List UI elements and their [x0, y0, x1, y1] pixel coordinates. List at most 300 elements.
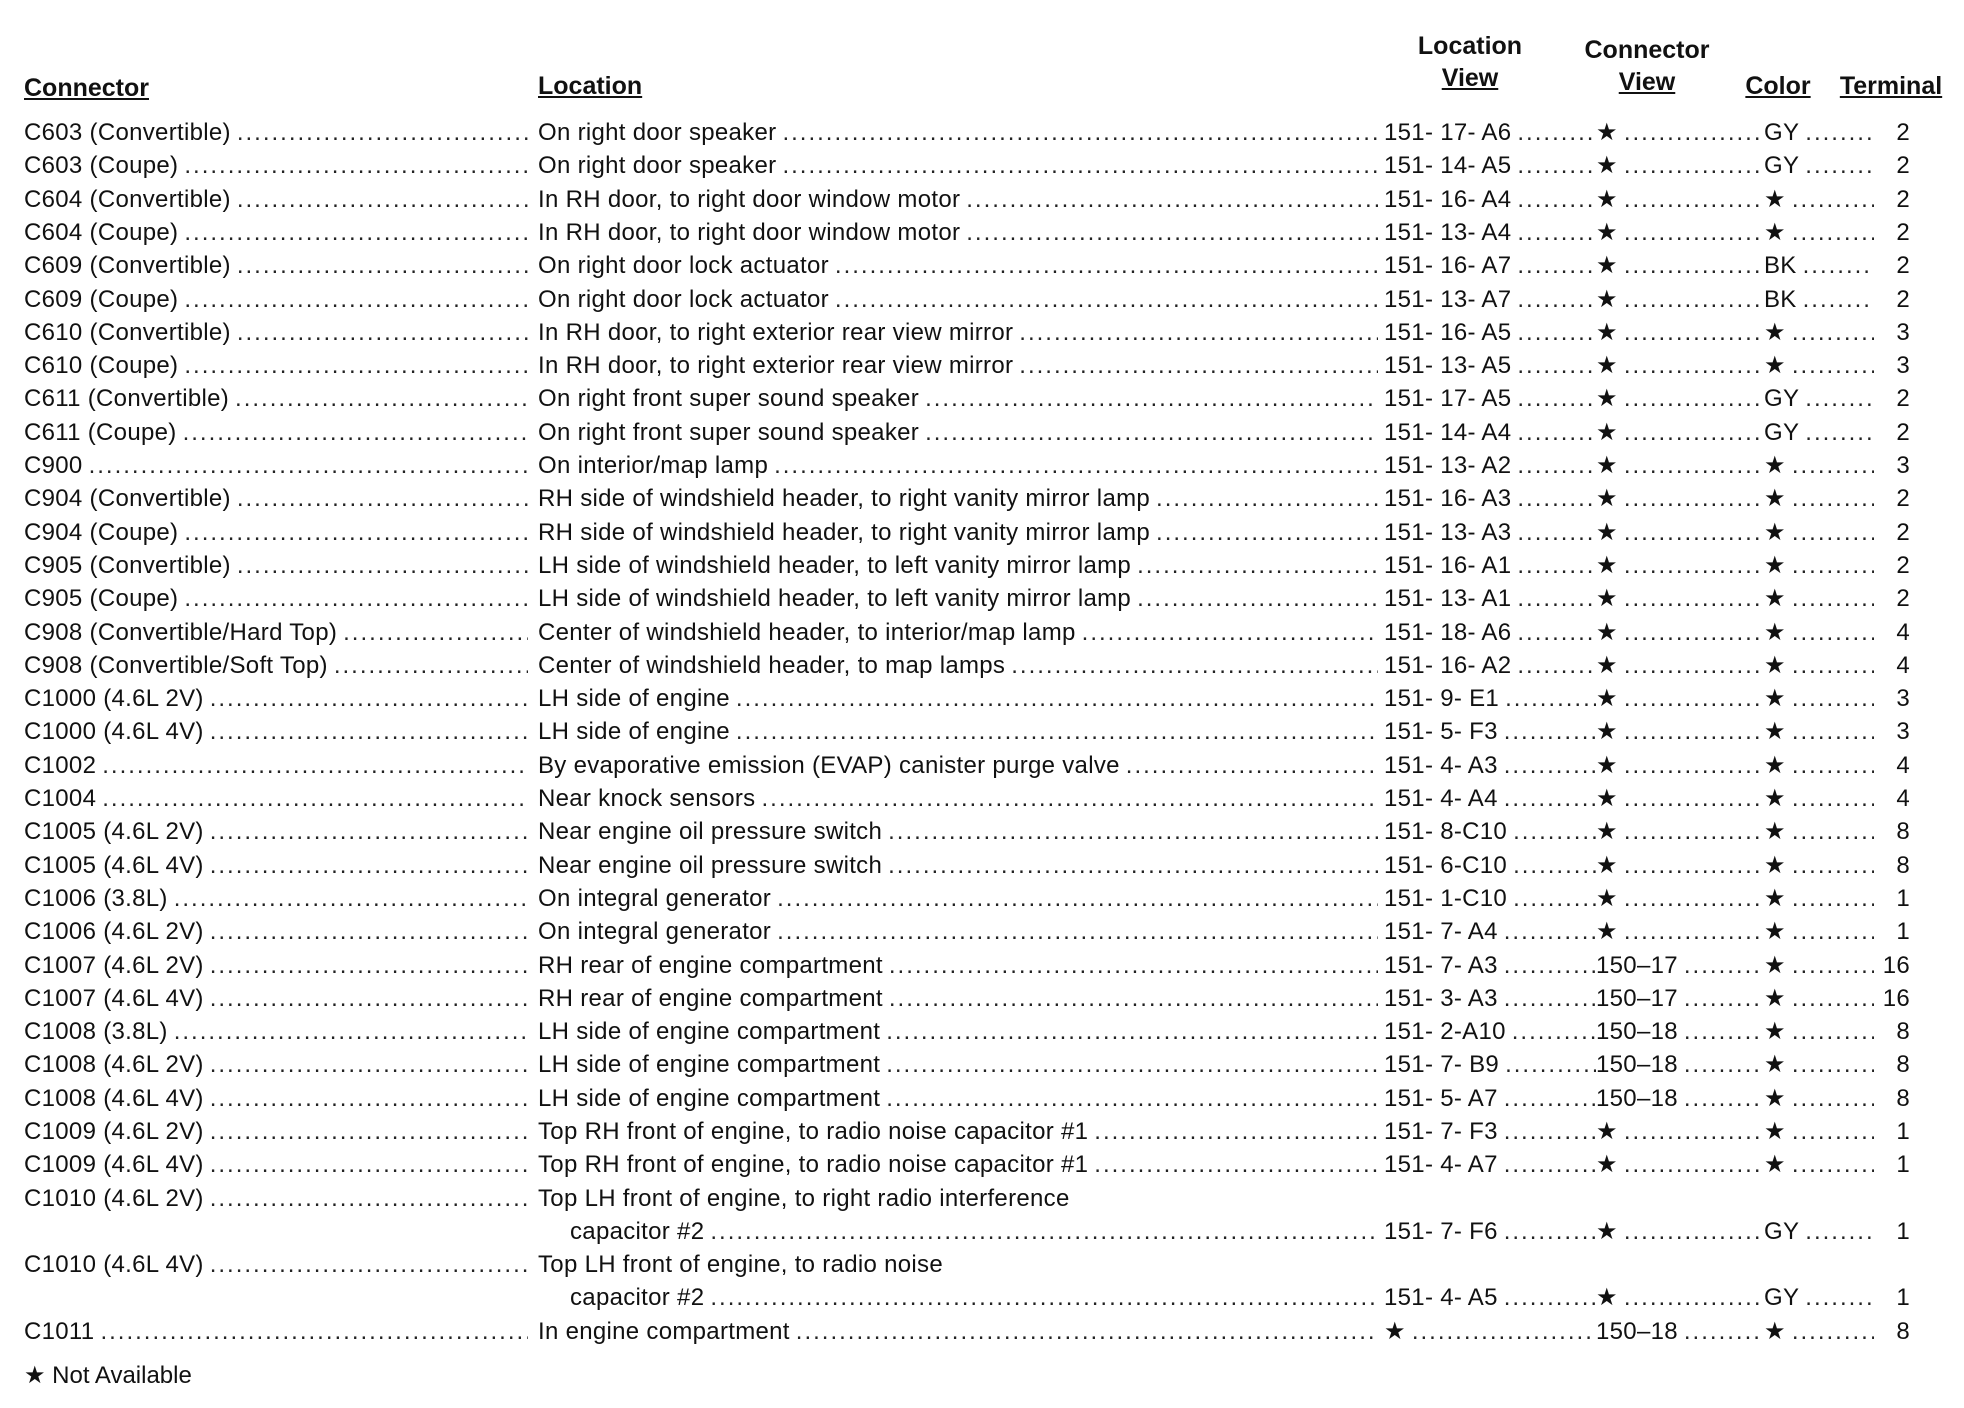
terminal-cell: 3: [1896, 452, 1910, 479]
location-view-text: 151- 2-A10: [1384, 1018, 1506, 1046]
connector-id: C1005 (4.6L 2V): [24, 818, 204, 846]
location-text: On right front super sound speaker: [538, 418, 920, 446]
header-connector-view: Connector View: [1584, 36, 1710, 96]
dot-leader: [1504, 915, 1596, 948]
location-cell: [538, 882, 1378, 915]
color-text: ★: [1764, 718, 1786, 746]
location-view-text: 151- 16- A7: [1384, 252, 1512, 280]
color-cell: [1764, 1215, 1874, 1248]
dot-leader: [1624, 416, 1764, 449]
dot-leader: [184, 149, 528, 182]
dot-leader: [1517, 149, 1596, 182]
connector-view-text: 150–17: [1596, 984, 1678, 1012]
location-text: In RH door, to right door window motor: [538, 218, 961, 246]
color-text: GY: [1764, 1284, 1800, 1312]
terminal-cell: 2: [1896, 551, 1910, 579]
location-view-cell: [1384, 1281, 1596, 1314]
terminal-cell: 4: [1896, 651, 1910, 679]
color-text: ★: [1764, 352, 1786, 380]
dot-leader: [1517, 316, 1596, 349]
dot-leader: [1517, 616, 1596, 649]
location-view-text: 151- 5- F3: [1384, 718, 1498, 746]
color-text: ★: [1764, 318, 1786, 346]
location-view-cell: [1384, 582, 1596, 615]
dot-leader: [1082, 616, 1378, 649]
color-text: ★: [1764, 851, 1786, 879]
table-row: [0, 782, 1964, 815]
connector-cell: [24, 149, 528, 182]
dot-leader: [1624, 715, 1764, 748]
connector-id: C1011: [24, 1317, 95, 1345]
dot-leader: [1126, 749, 1378, 782]
connector-view-cell: [1596, 915, 1764, 948]
table-row: [0, 582, 1964, 615]
location-view-cell: [1384, 416, 1596, 449]
connector-id: C1008 (3.8L): [24, 1018, 168, 1046]
dot-leader: [1792, 915, 1874, 948]
connector-view-text: ★: [1596, 1118, 1618, 1145]
connector-id: C1000 (4.6L 2V): [24, 685, 204, 713]
connector-cell: [24, 116, 528, 149]
connector-id: C609 (Coupe): [24, 285, 179, 313]
color-cell: [1764, 1281, 1874, 1314]
dot-leader: [1504, 982, 1596, 1015]
dot-leader: [888, 815, 1378, 848]
color-cell: [1764, 149, 1874, 182]
dot-leader: [966, 183, 1378, 216]
table-row: [0, 882, 1964, 915]
connector-cell: [24, 382, 528, 415]
dot-leader: [777, 882, 1378, 915]
dot-leader: [1684, 1048, 1764, 1081]
color-cell: [1764, 349, 1874, 382]
dot-leader: [888, 849, 1378, 882]
location-cell: [538, 316, 1378, 349]
dot-leader: [1803, 283, 1874, 316]
connector-view-cell: [1596, 1115, 1764, 1148]
dot-leader: [1684, 1315, 1764, 1348]
dot-leader: [100, 1315, 528, 1348]
terminal-cell: 2: [1896, 385, 1910, 413]
header-color: Color: [1745, 72, 1811, 100]
color-text: ★: [1764, 452, 1786, 479]
dot-leader: [1517, 549, 1596, 582]
table-row: [0, 216, 1964, 249]
terminal-cell: 8: [1896, 818, 1910, 846]
terminal-cell: 4: [1896, 618, 1910, 646]
color-cell: [1764, 316, 1874, 349]
location-cell: [538, 149, 1378, 182]
connector-cell: [24, 749, 528, 782]
location-view-text: 151- 13- A2: [1384, 452, 1512, 479]
location-view-cell: [1384, 382, 1596, 415]
location-view-cell: [1384, 1148, 1596, 1181]
location-view-cell: [1384, 349, 1596, 382]
color-text: ★: [1764, 518, 1786, 546]
connector-cell: [24, 782, 528, 815]
connector-cell: [24, 1148, 528, 1181]
dot-leader: [1156, 482, 1378, 515]
connector-id: C1010 (4.6L 4V): [24, 1251, 204, 1279]
dot-leader: [1624, 849, 1764, 882]
location-view-cell: [1384, 149, 1596, 182]
color-cell: [1764, 782, 1874, 815]
connector-view-text: ★: [1596, 585, 1618, 613]
dot-leader: [1792, 782, 1874, 815]
location-text: Near knock sensors: [538, 785, 756, 812]
table-row: [0, 1082, 1964, 1115]
color-cell: [1764, 882, 1874, 915]
dot-leader: [1803, 249, 1874, 282]
location-view-text: 151- 18- A6: [1384, 618, 1512, 646]
terminal-cell: 2: [1896, 485, 1910, 513]
dot-leader: [1504, 1215, 1596, 1248]
connector-view-cell: [1596, 316, 1764, 349]
dot-leader: [210, 982, 528, 1015]
connector-cell: [24, 1315, 528, 1348]
connector-cell: [24, 482, 528, 515]
location-text: LH side of windshield header, to left vanity mirror lamp: [538, 585, 1132, 613]
connector-view-cell: [1596, 183, 1764, 216]
connector-view-text: ★: [1596, 352, 1618, 380]
dot-leader: [184, 582, 528, 615]
location-text: LH side of windshield header, to left vanity mirror lamp: [538, 551, 1132, 579]
location-view-cell: [1384, 982, 1596, 1015]
table-row: [0, 1248, 1964, 1315]
location-text: RH side of windshield header, to right vanity mirror lamp: [538, 518, 1151, 546]
location-view-cell: [1384, 249, 1596, 282]
location-view-cell: [1384, 116, 1596, 149]
dot-leader: [1137, 549, 1378, 582]
dot-leader: [1504, 749, 1596, 782]
location-text: On right door lock actuator: [538, 285, 829, 313]
dot-leader: [1792, 982, 1874, 1015]
dot-leader: [1504, 1281, 1596, 1314]
location-text: LH side of engine: [538, 718, 730, 746]
location-cell: [538, 183, 1378, 216]
dot-leader: [1019, 349, 1378, 382]
dot-leader: [184, 283, 528, 316]
connector-view-cell: [1596, 782, 1764, 815]
location-view-cell: [1384, 1315, 1596, 1348]
connector-view-cell: [1596, 449, 1764, 482]
dot-leader: [1624, 382, 1764, 415]
location-view-cell: [1384, 1048, 1596, 1081]
color-text: ★: [1764, 551, 1786, 579]
connector-view-cell: [1596, 582, 1764, 615]
location-cell: [538, 782, 1378, 815]
location-view-text: 151- 16- A5: [1384, 318, 1512, 346]
dot-leader: [710, 1281, 1378, 1314]
connector-view-text: ★: [1596, 152, 1618, 180]
location-view-text: 151- 4- A4: [1384, 785, 1498, 812]
table-row: [0, 183, 1964, 216]
dot-leader: [1504, 782, 1596, 815]
terminal-cell: 1: [1896, 1151, 1910, 1179]
dot-leader: [1011, 649, 1378, 682]
dot-leader: [782, 116, 1378, 149]
connector-cell: [24, 949, 528, 982]
connector-id: C603 (Convertible): [24, 119, 231, 146]
dot-leader: [1504, 715, 1596, 748]
connector-view-cell: [1596, 116, 1764, 149]
location-text: LH side of engine compartment: [538, 1018, 881, 1046]
dot-leader: [1624, 516, 1764, 549]
location-text-cont: capacitor #2: [570, 1217, 705, 1245]
dot-leader: [1137, 582, 1378, 615]
color-text: ★: [1764, 1317, 1786, 1345]
connector-id: C1000 (4.6L 4V): [24, 718, 204, 746]
location-view-text: 151- 1-C10: [1384, 884, 1508, 912]
dot-leader: [210, 1082, 528, 1115]
color-text: ★: [1764, 785, 1786, 812]
dot-leader: [1792, 216, 1874, 249]
location-view-text: 151- 13- A7: [1384, 285, 1512, 313]
color-cell: [1764, 649, 1874, 682]
location-cell: [538, 749, 1378, 782]
dot-leader: [1792, 349, 1874, 382]
connector-view-cell: [1596, 249, 1764, 282]
dot-leader: [1517, 416, 1596, 449]
location-view-cell: [1384, 516, 1596, 549]
location-continuation: [538, 1215, 1378, 1248]
location-cell: [538, 715, 1378, 748]
terminal-cell: 2: [1896, 185, 1910, 213]
location-view-text: 151- 4- A7: [1384, 1151, 1498, 1179]
dot-leader: [237, 482, 528, 515]
dot-leader: [102, 749, 528, 782]
color-cell: [1764, 1115, 1874, 1148]
dot-leader: [184, 216, 528, 249]
terminal-cell: 8: [1896, 1084, 1910, 1112]
location-text: On right door lock actuator: [538, 252, 829, 280]
dot-leader: [210, 1248, 528, 1281]
connector-id: C904 (Convertible): [24, 485, 231, 513]
dot-leader: [1517, 216, 1596, 249]
color-cell: [1764, 582, 1874, 615]
location-view-text: 151- 13- A1: [1384, 585, 1512, 613]
connector-cell: [24, 815, 528, 848]
dot-leader: [1624, 482, 1764, 515]
connector-view-text: ★: [1596, 751, 1618, 779]
dot-leader: [210, 1115, 528, 1148]
location-view-text: 151- 14- A4: [1384, 418, 1512, 446]
connector-id: C603 (Coupe): [24, 152, 179, 180]
dot-leader: [1624, 682, 1764, 715]
color-text: ★: [1764, 1151, 1786, 1179]
dot-leader: [1156, 516, 1378, 549]
connector-view-text: ★: [1596, 685, 1618, 713]
connector-id: C1010 (4.6L 2V): [24, 1184, 204, 1212]
dot-leader: [237, 183, 528, 216]
color-cell: [1764, 1082, 1874, 1115]
connector-view-text: ★: [1596, 285, 1618, 313]
dot-leader: [174, 882, 528, 915]
color-cell: [1764, 815, 1874, 848]
location-view-text: 151- 13- A5: [1384, 352, 1512, 380]
dot-leader: [1684, 949, 1764, 982]
location-text: RH rear of engine compartment: [538, 951, 883, 979]
location-view-cell: [1384, 815, 1596, 848]
color-text: ★: [1764, 818, 1786, 846]
connector-id: C1006 (4.6L 2V): [24, 918, 204, 946]
location-text: By evaporative emission (EVAP) canister purge valve: [538, 751, 1120, 779]
connector-cell: [24, 982, 528, 1015]
location-view-text: ★: [1384, 1317, 1406, 1345]
dot-leader: [210, 815, 528, 848]
dot-leader: [1792, 649, 1874, 682]
location-text: Top RH front of engine, to radio noise capacitor #1: [538, 1151, 1089, 1179]
connector-cell: [24, 1182, 528, 1215]
location-text: LH side of engine compartment: [538, 1051, 881, 1079]
dot-leader: [1624, 249, 1764, 282]
color-text: ★: [1764, 918, 1786, 946]
color-text: ★: [1764, 651, 1786, 679]
connector-view-cell: [1596, 516, 1764, 549]
connector-cell: [24, 1115, 528, 1148]
dot-leader: [1505, 1048, 1596, 1081]
connector-cell: [24, 549, 528, 582]
connector-id: C610 (Coupe): [24, 352, 179, 380]
dot-leader: [1517, 482, 1596, 515]
location-cell: [538, 416, 1378, 449]
table-row: [0, 715, 1964, 748]
location-view-cell: [1384, 316, 1596, 349]
table-row: [0, 516, 1964, 549]
location-cell: [538, 982, 1378, 1015]
location-view-cell: [1384, 1015, 1596, 1048]
color-cell: [1764, 482, 1874, 515]
connector-id: C611 (Coupe): [24, 418, 177, 446]
dot-leader: [1505, 682, 1596, 715]
dot-leader: [1624, 749, 1764, 782]
dot-leader: [1517, 349, 1596, 382]
terminal-cell: 2: [1896, 152, 1910, 180]
table-row: [0, 915, 1964, 948]
dot-leader: [1624, 815, 1764, 848]
dot-leader: [1019, 316, 1378, 349]
location-cell: [538, 449, 1378, 482]
connector-id: C1008 (4.6L 2V): [24, 1051, 204, 1079]
location-text: LH side of engine compartment: [538, 1084, 881, 1112]
connector-view-text: ★: [1596, 1217, 1618, 1245]
location-cell: [538, 516, 1378, 549]
dot-leader: [886, 1082, 1378, 1115]
location-text: Near engine oil pressure switch: [538, 851, 883, 879]
table-row: [0, 149, 1964, 182]
dot-leader: [1792, 1315, 1874, 1348]
color-cell: [1764, 915, 1874, 948]
location-view-cell: [1384, 1215, 1596, 1248]
color-cell: [1764, 283, 1874, 316]
color-cell: [1764, 1015, 1874, 1048]
location-text: Center of windshield header, to interior/map lamp: [538, 618, 1076, 646]
dot-leader: [1624, 882, 1764, 915]
connector-id: C1009 (4.6L 4V): [24, 1151, 204, 1179]
connector-view-cell: [1596, 882, 1764, 915]
dot-leader: [1792, 549, 1874, 582]
table-row: [0, 382, 1964, 415]
location-text: In engine compartment: [538, 1317, 790, 1345]
dot-leader: [736, 715, 1378, 748]
table-row: [0, 449, 1964, 482]
location-view-text: 151- 13- A3: [1384, 518, 1512, 546]
color-cell: [1764, 715, 1874, 748]
table-row: [0, 815, 1964, 848]
dot-leader: [1624, 1148, 1764, 1181]
terminal-cell: 4: [1896, 785, 1910, 812]
terminal-cell: 16: [1882, 951, 1910, 979]
table-row: [0, 249, 1964, 282]
location-cell: [538, 116, 1378, 149]
color-cell: [1764, 616, 1874, 649]
dot-leader: [1624, 582, 1764, 615]
dot-leader: [1624, 915, 1764, 948]
dot-leader: [235, 382, 528, 415]
dot-leader: [1624, 1281, 1764, 1314]
table-row: [0, 749, 1964, 782]
location-view-cell: [1384, 1115, 1596, 1148]
location-text: On right door speaker: [538, 119, 777, 146]
dot-leader: [1792, 1048, 1874, 1081]
dot-leader: [1792, 715, 1874, 748]
location-view-text: 151- 17- A6: [1384, 119, 1512, 146]
location-view-cell: [1384, 183, 1596, 216]
connector-cell: [24, 516, 528, 549]
location-view-cell: [1384, 449, 1596, 482]
dot-leader: [1805, 149, 1874, 182]
dot-leader: [889, 982, 1378, 1015]
location-view-text: 151- 7- A3: [1384, 951, 1498, 979]
table-row: [0, 1015, 1964, 1048]
connector-view-cell: [1596, 382, 1764, 415]
terminal-cell: 3: [1896, 718, 1910, 746]
location-cell: [538, 1148, 1378, 1181]
dot-leader: [1792, 582, 1874, 615]
location-text: On right front super sound speaker: [538, 385, 920, 413]
table-row: [0, 1048, 1964, 1081]
dot-leader: [1624, 216, 1764, 249]
dot-leader: [889, 949, 1378, 982]
connector-view-text: ★: [1596, 618, 1618, 646]
location-view-cell: [1384, 1082, 1596, 1115]
connector-view-cell: [1596, 749, 1764, 782]
location-view-cell: [1384, 482, 1596, 515]
header-location: Location: [538, 72, 643, 100]
terminal-cell: 1: [1896, 884, 1910, 912]
terminal-cell: 3: [1896, 318, 1910, 346]
dot-leader: [1792, 882, 1874, 915]
dot-leader: [1094, 1148, 1378, 1181]
location-cell: [538, 1015, 1378, 1048]
terminal-cell: 8: [1896, 1051, 1910, 1079]
location-cell: [538, 915, 1378, 948]
location-view-cell: [1384, 715, 1596, 748]
location-text: In RH door, to right exterior rear view mirror: [538, 352, 1014, 380]
connector-view-cell: [1596, 416, 1764, 449]
location-cell: [538, 616, 1378, 649]
location-text: On integral generator: [538, 918, 772, 946]
color-text: ★: [1764, 1118, 1786, 1145]
color-cell: [1764, 549, 1874, 582]
location-view-cell: [1384, 216, 1596, 249]
connector-view-text: ★: [1596, 651, 1618, 679]
dot-leader: [1517, 283, 1596, 316]
terminal-cell: 16: [1882, 984, 1910, 1012]
location-cell: [538, 1115, 1378, 1148]
dot-leader: [1792, 749, 1874, 782]
location-cell: [538, 482, 1378, 515]
